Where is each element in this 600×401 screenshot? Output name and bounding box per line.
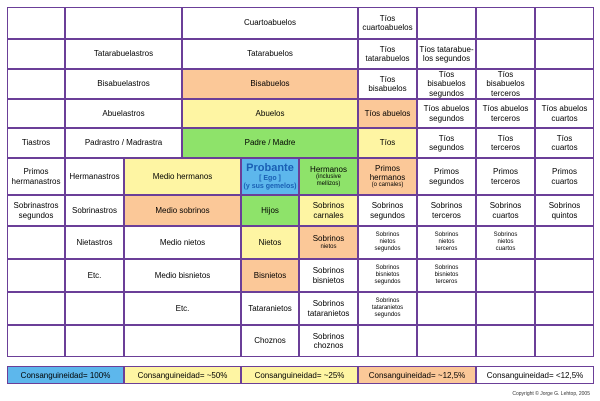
hermanos-sub: (inclusive mellizos) xyxy=(315,174,341,188)
cell-primos-segundos: Primos segundos xyxy=(417,158,476,195)
cell-tios-abuelos: Tíos abuelos xyxy=(358,99,417,128)
cell-empty xyxy=(7,226,65,259)
cell-empty xyxy=(535,292,594,325)
cell-empty xyxy=(358,325,417,357)
cell-empty xyxy=(535,69,594,99)
cell-empty xyxy=(535,325,594,357)
copyright-text: Copyright © Jorge G. Lehtop, 2005 xyxy=(512,391,590,397)
primos-hermanos-sub: (o carnales) xyxy=(371,182,404,189)
cell-primos-hermanos xyxy=(358,158,417,195)
cell-medio-bisnietos: Medio bisnietos xyxy=(124,259,241,292)
cell-bisnietos: Bisnietos xyxy=(241,259,299,292)
cell-empty xyxy=(7,259,65,292)
cell-tios-terceros: Tíos terceros xyxy=(476,128,535,158)
sobrinos-nietos-label: Sobrinos xyxy=(312,234,345,244)
cell-tios-abuelos-segundos: Tíos abuelos segundos xyxy=(417,99,476,128)
cell-tios-abuelos-cuartos: Tíos abuelos cuartos xyxy=(535,99,594,128)
cell-primos-hermanastros: Primos hermanastros xyxy=(7,158,65,195)
cell-abuelastros: Abuelastros xyxy=(65,99,182,128)
cell-tiastros: Tiastros xyxy=(7,128,65,158)
cell-sobrinos-bisnietos-segundos: Sobrinos bisnietos segundos xyxy=(358,259,417,292)
legend-25: Consanguineidad= ~25% xyxy=(241,366,358,384)
ego-label: [ Ego ] xyxy=(259,174,281,182)
cell-empty xyxy=(7,69,65,99)
cell-sobrinos-terceros: Sobrinos terceros xyxy=(417,195,476,226)
legend-lt-12-5: Consanguineidad= <12,5% xyxy=(476,366,594,384)
cell-tios: Tíos xyxy=(358,128,417,158)
cell-tios-cuartos: Tíos cuartos xyxy=(535,128,594,158)
cell-probante xyxy=(241,158,299,195)
cell-sobrinastros: Sobrinastros xyxy=(65,195,124,226)
cell-empty xyxy=(7,325,65,357)
cell-sobrinos-nietos-segundos: Sobrinos nietos segundos xyxy=(358,226,417,259)
cell-choznos: Choznos xyxy=(241,325,299,357)
legend-12-5: Consanguineidad= ~12,5% xyxy=(358,366,476,384)
cell-tios-segundos: Tíos segundos xyxy=(417,128,476,158)
cell-empty xyxy=(7,292,65,325)
cell-bisabuelastros: Bisabuelastros xyxy=(65,69,182,99)
legend-100: Consanguineidad= 100% xyxy=(7,366,124,384)
cell-empty xyxy=(124,325,241,357)
cell-etc: Etc. xyxy=(65,259,124,292)
probante-label: Probante xyxy=(246,162,294,175)
cell-tios-tatarabuelos-segundos: Tíos tatarabue- los segundos xyxy=(417,39,476,69)
cell-medio-hermanos: Medio hermanos xyxy=(124,158,241,195)
cell-medio-sobrinos: Medio sobrinos xyxy=(124,195,241,226)
cell-hijos: Hijos xyxy=(241,195,299,226)
cell-empty xyxy=(476,7,535,39)
cell-abuelos: Abuelos xyxy=(182,99,358,128)
cell-empty xyxy=(65,7,182,39)
cell-sobrinos-nietos-terceros: Sobrinos nietos terceros xyxy=(417,226,476,259)
cell-primos-terceros: Primos terceros xyxy=(476,158,535,195)
cell-empty xyxy=(476,259,535,292)
cell-tatarabuelos: Tatarabuelos xyxy=(182,39,358,69)
cell-padrastro-madrastra: Padrastro / Madrastra xyxy=(65,128,182,158)
cell-empty xyxy=(476,325,535,357)
cell-tios-cuartoabuelos: Tíos cuartoabuelos xyxy=(358,7,417,39)
gemelos-label: (y sus gemelos) xyxy=(243,182,297,190)
cell-sobrinos-quintos: Sobrinos quintos xyxy=(535,195,594,226)
cell-sobrinos-segundos: Sobrinos segundos xyxy=(358,195,417,226)
cell-tios-tatarabuelos: Tíos tatarabuelos xyxy=(358,39,417,69)
cell-empty xyxy=(417,7,476,39)
cell-sobrinos-nietos-cuartos: Sobrinos nietos cuartos xyxy=(476,226,535,259)
cell-sobrinos-tataranietos: Sobrinos tataranietos xyxy=(299,292,358,325)
sobrinos-nietos-sub: nietos xyxy=(320,243,337,250)
cell-sobrinos-nietos xyxy=(299,226,358,259)
cell-sobrinos-bisnietos-terceros: Sobrinos bisnietos terceros xyxy=(417,259,476,292)
cell-tatarabuelastros: Tatarabuelastros xyxy=(65,39,182,69)
cell-padre-madre: Padre / Madre xyxy=(182,128,358,158)
cell-hermanastros: Hermanastros xyxy=(65,158,124,195)
cell-empty xyxy=(535,259,594,292)
primos-hermanos-label: Primos hermanos xyxy=(369,163,406,183)
cell-empty xyxy=(417,292,476,325)
cell-tios-bisabuelos: Tíos bisabuelos xyxy=(358,69,417,99)
cell-sobrinos-choznos: Sobrinos choznos xyxy=(299,325,358,357)
cell-empty xyxy=(65,325,124,357)
cell-sobrinos-bisnietos: Sobrinos bisnietos xyxy=(299,259,358,292)
cell-primos-cuartos: Primos cuartos xyxy=(535,158,594,195)
cell-tios-abuelos-terceros: Tíos abuelos terceros xyxy=(476,99,535,128)
cell-bisabuelos: Bisabuelos xyxy=(182,69,358,99)
cell-empty xyxy=(7,7,65,39)
cell-etc: Etc. xyxy=(124,292,241,325)
cell-nietos: Nietos xyxy=(241,226,299,259)
cell-empty xyxy=(7,39,65,69)
cell-medio-nietos: Medio nietos xyxy=(124,226,241,259)
cell-empty xyxy=(476,39,535,69)
cell-sobrinos-carnales: Sobrinos carnales xyxy=(299,195,358,226)
cell-tataranietos: Tataranietos xyxy=(241,292,299,325)
cell-nietastros: Nietastros xyxy=(65,226,124,259)
hermanos-label: Hermanos xyxy=(310,165,347,175)
cell-empty xyxy=(535,7,594,39)
cell-empty xyxy=(417,325,476,357)
cell-empty xyxy=(476,292,535,325)
cell-hermanos xyxy=(299,158,358,195)
legend-50: Consanguineidad= ~50% xyxy=(124,366,241,384)
cell-empty xyxy=(535,39,594,69)
cell-empty xyxy=(65,292,124,325)
cell-tios-bisabuelos-terceros: Tíos bisabuelos terceros xyxy=(476,69,535,99)
cell-empty xyxy=(7,99,65,128)
cell-sobrinos-tataranietos-segundos: Sobrinos tataranietos segundos xyxy=(358,292,417,325)
cell-tios-bisabuelos-segundos: Tíos bisabuelos segundos xyxy=(417,69,476,99)
cell-sobrinastros-segundos: Sobrinastros segundos xyxy=(7,195,65,226)
cell-empty xyxy=(535,226,594,259)
cell-cuartoabuelos: Cuartoabuelos xyxy=(182,7,358,39)
cell-sobrinos-cuartos: Sobrinos cuartos xyxy=(476,195,535,226)
